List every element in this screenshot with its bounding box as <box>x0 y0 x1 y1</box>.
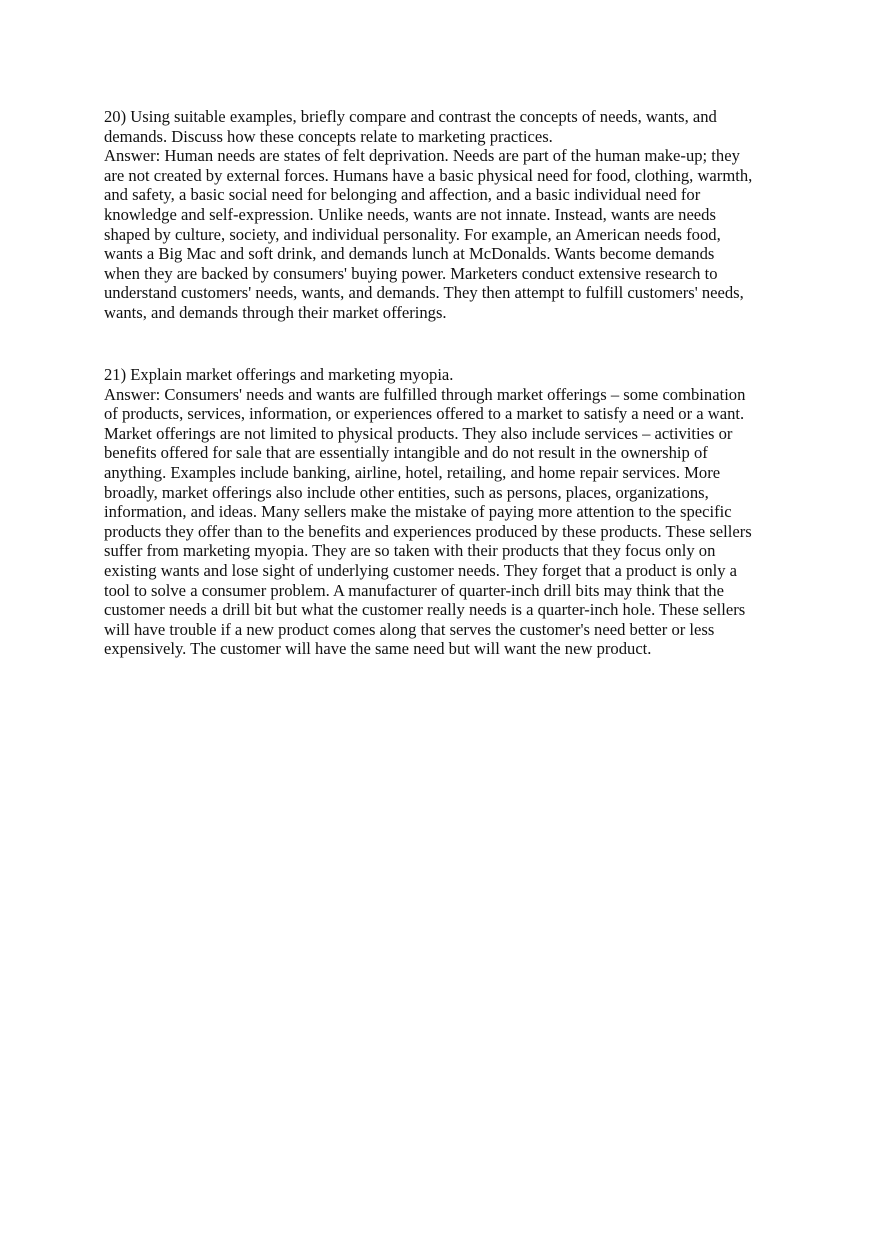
answer-text: Answer: Human needs are states of felt deprivation. Needs are part of the human make-up; they are not created by external forces. Humans have a basic physical need for food, clothing, warmth, and safety, a basic social need for belonging and affection, and a basic individual need for knowledge and self-expression. Unlike needs, wants are not innate. Instead, wants are needs shaped by culture, society, and individual personality. For example, an American needs food, wants a Big Mac and soft drink, and demands lunch at McDonalds. Wants become demands when they are backed by consumers' buying power. Marketers conduct extensive research to understand customers' needs, wants, and demands. They then attempt to fulfill customers' needs, wants, and demands through their market offerings. <box>104 146 753 322</box>
question-text: 21) Explain market offerings and marketing myopia. <box>104 365 454 384</box>
answer-text: Answer: Consumers' needs and wants are fulfilled through market offerings – some combination of products, services, information, or experiences offered to a market to satisfy a need or a want. Market offerings are not limited to physical products. They also include services – activities or benefits offered for sale that are essentially intangible and do not result in the ownership of anything. Examples include banking, airline, hotel, retailing, and home repair services. More broadly, market offerings also include other entities, such as persons, places, organizations, information, and ideas. Many sellers make the mistake of paying more attention to the specific products they offer than to the benefits and experiences produced by these products. These sellers suffer from marketing myopia. They are so taken with their products that they focus only on existing wants and lose sight of underlying customer needs. They forget that a product is only a tool to solve a consumer problem. A manufacturer of quarter-inch drill bits may think that the customer needs a drill bit but what the customer really needs is a quarter-inch hole. These sellers will have trouble if a new product comes along that serves the customer's need better or less expensively. The customer will have the same need but will want the new product. <box>104 384 752 659</box>
question-block-21 <box>104 365 780 659</box>
question-text: 20) Using suitable examples, briefly compare and contrast the concepts of needs, wants, and demands. Discuss how these concepts relate to marketing practices. <box>104 107 717 146</box>
question-block-20 <box>104 107 780 323</box>
